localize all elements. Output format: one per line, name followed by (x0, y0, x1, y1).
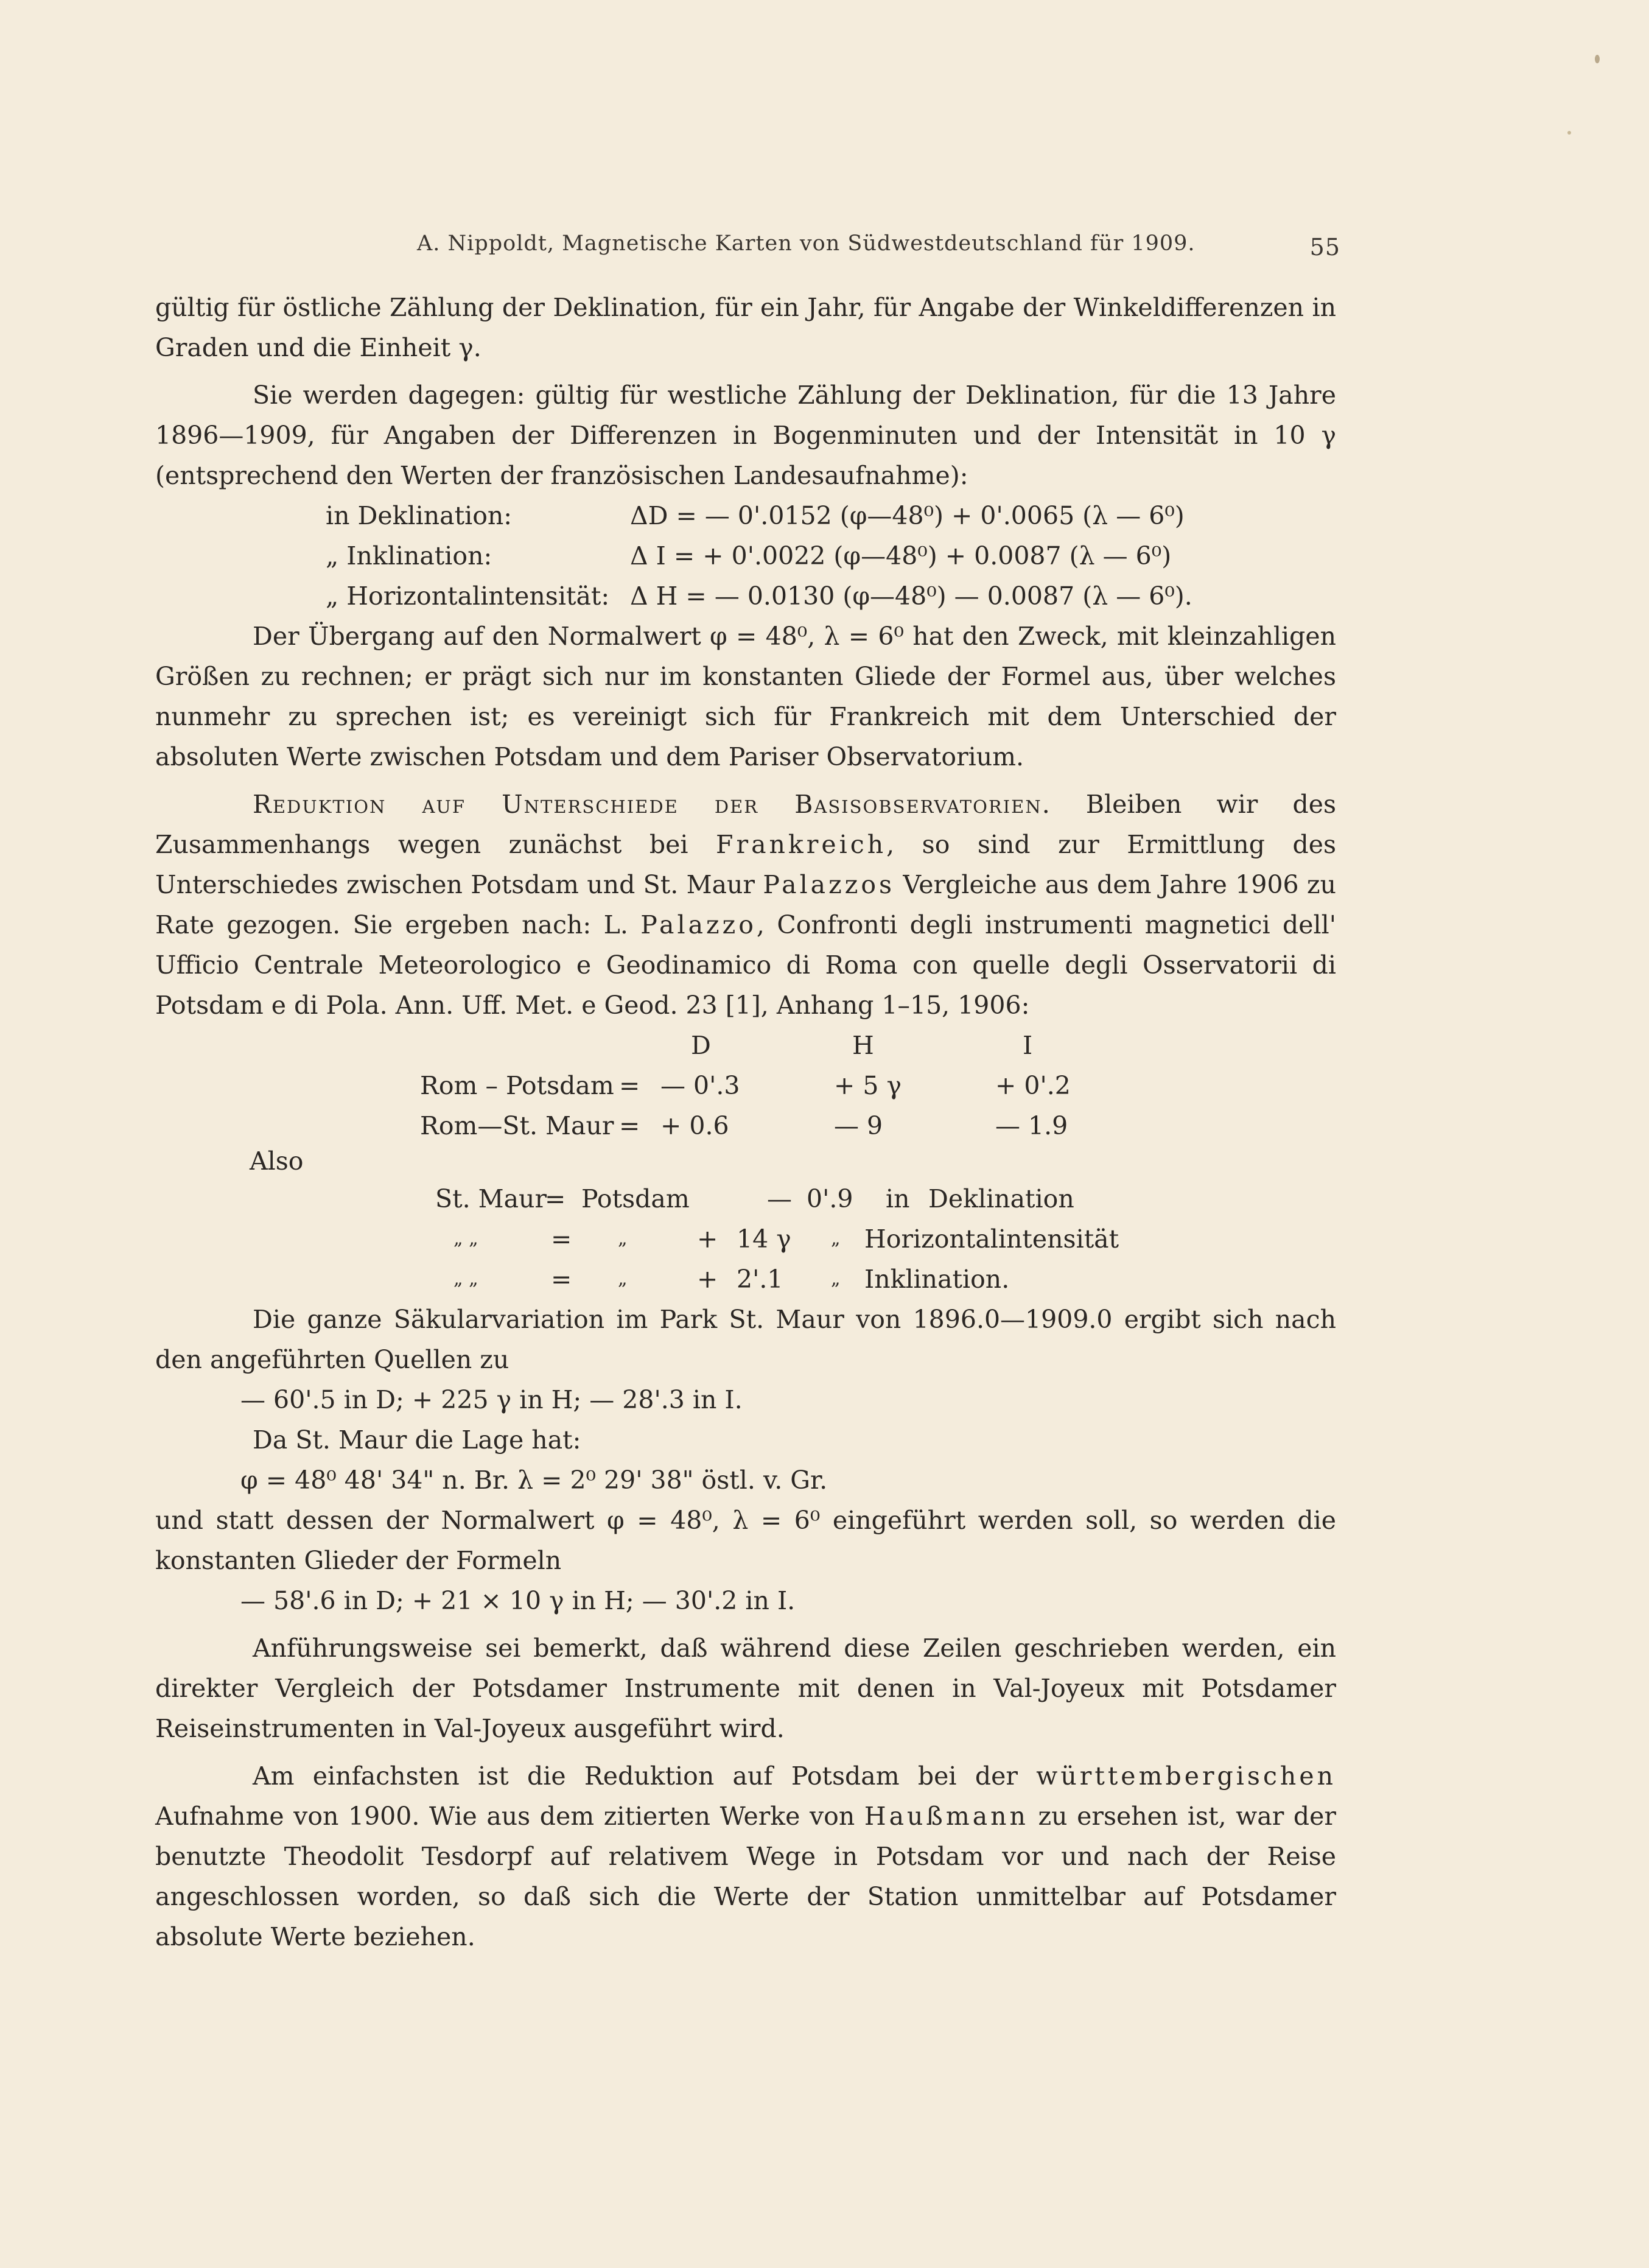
result-value: 0'.9 (807, 1184, 853, 1213)
paragraph-9 (155, 1756, 1336, 1957)
comparison-table (155, 1025, 1336, 1299)
column-header-d: D (691, 1031, 711, 1060)
formula-block (155, 496, 1336, 616)
paragraph-8: Anführungsweise sei bemerkt, daß während diese Zeilen geschrieben werden, ein direkter Vergleich der Potsdamer Instrumente mit denen in Val-Joyeux mit Potsdamer Reiseinstrumenten in Val-Joyeux ausgeführt wird. (155, 1634, 1336, 1743)
result-sign: + (697, 1224, 718, 1254)
value-h: — 9 (834, 1111, 883, 1140)
column-header-i: I (1023, 1031, 1033, 1060)
value-d: + 0.6 (660, 1111, 729, 1140)
result-in: in (886, 1184, 910, 1213)
comparison-row (155, 1106, 1336, 1146)
row-label: Rom—St. Maur (420, 1111, 614, 1140)
value-h: + 5 γ (834, 1071, 902, 1100)
comparison-header-row (155, 1025, 1336, 1066)
result-b: „ (618, 1228, 628, 1249)
paragraph-4 (155, 784, 1336, 1025)
formula-secular-variation: — 60'.5 in D; + 225 γ in H; — 28'.3 in I. (240, 1385, 743, 1414)
result-row (155, 1179, 1336, 1219)
paragraph-6: Da St. Maur die Lage hat: (253, 1425, 581, 1455)
emphasis-text: Frankreich (716, 830, 887, 859)
formula-constants: — 58'.6 in D; + 21 × 10 γ in H; — 30'.2 in I. (240, 1586, 796, 1615)
emphasis-text: Palazzos (763, 870, 895, 899)
formula-expr: Δ I = + 0'.0022 (φ—48⁰) + 0.0087 (λ — 6⁰) (630, 541, 1172, 571)
comparison-row (155, 1066, 1336, 1106)
paragraph-text: , so sind zur Ermittlung des Unterschiedes zwischen Potsdam und St. Maur (155, 830, 1336, 899)
paragraph-text: zu ersehen ist, war der benutzte Theodolit Tesdorpf auf relativem Wege in Potsdam vor und nach der Reise angeschlossen worden, so daß sich die Werte der Station unmittelbar auf Potsdamer absolute Werte beziehen. (155, 1802, 1336, 1951)
result-value: 2'.1 (737, 1265, 783, 1294)
result-in: „ (831, 1228, 841, 1249)
formula-location: φ = 48⁰ 48' 34" n. Br. λ = 2⁰ 29' 38" östl. v. Gr. (240, 1466, 828, 1495)
paragraph-7: und statt dessen der Normalwert φ = 48⁰, λ = 6⁰ eingeführt werden soll, so werden die konstanten Glieder der Formeln (155, 1506, 1336, 1575)
formula-row-inklination (155, 536, 1336, 576)
row-equals: = (619, 1111, 640, 1140)
row-equals: = (619, 1071, 640, 1100)
result-a: „ „ (453, 1228, 478, 1249)
paragraph-2: Sie werden dagegen: gültig für westliche Zählung der Deklination, für die 13 Jahre 1896—1909, für Angaben der Differenzen in Bogenminuten und der Intensität in 10 γ (entsprechend den Werten der französischen Landesaufnahme): (155, 381, 1336, 490)
paper-speck (1567, 131, 1571, 135)
paragraph-5: Die ganze Säkularvariation im Park St. Maur von 1896.0—1909.0 ergibt sich nach den angeführten Quellen zu (155, 1305, 1336, 1374)
result-eq: = (551, 1265, 572, 1294)
paragraph-text: Aufnahme von 1900. Wie aus dem zitierten Werke von (155, 1802, 864, 1831)
result-what: Deklination (928, 1184, 1074, 1213)
result-what: Inklination. (864, 1265, 1010, 1294)
paragraph-3: Der Übergang auf den Normalwert φ = 48⁰, λ = 6⁰ hat den Zweck, mit kleinzahligen Größen zu rechnen; er prägt sich nur im konstanten Gliede der Formel aus, über welches nunmehr zu sprechen ist; es vereinigt sich für Frankreich mit dem Unterschied der absoluten Werte zwischen Potsdam und dem Pariser Observatorium. (155, 622, 1336, 771)
result-row (155, 1259, 1336, 1299)
emphasis-text: Haußmann (864, 1802, 1029, 1831)
result-what: Horizontalintensität (864, 1224, 1119, 1254)
value-d: — 0'.3 (660, 1071, 740, 1100)
result-in: „ (831, 1268, 841, 1290)
formula-label: „ Inklination: (326, 541, 492, 571)
header-title: A. Nippoldt, Magnetische Karten von Südwestdeutschland für 1909. (417, 231, 1196, 256)
result-sign: — (767, 1184, 792, 1213)
paragraph-text: , Confronti degli instrumenti magnetici dell' Ufficio Centrale Meteorologico e Geodinamico di Roma con quelle degli Osservatorii di Potsdam e di Pola. Ann. Uff. Met. e Geod. 23 [1], Anhang 1–15, 1906: (155, 910, 1336, 1020)
formula-label: „ Horizontalintensität: (326, 581, 610, 611)
paper-speck (1595, 55, 1600, 63)
formula-row-deklination (155, 496, 1336, 536)
value-i: + 0'.2 (995, 1071, 1071, 1100)
page-number: 55 (1309, 234, 1340, 261)
result-a: „ „ (453, 1268, 478, 1290)
formula-row-horizontal (155, 576, 1336, 616)
column-header-h: H (852, 1031, 874, 1060)
paragraph-text: Bleiben wir des Zusammenhangs wegen zunächst bei (155, 790, 1336, 859)
section-heading: Reduktion auf Unterschiede der Basisobservatorien. (253, 790, 1051, 819)
emphasis-text: Palazzo (640, 910, 757, 939)
result-b: Potsdam (581, 1184, 690, 1213)
result-b: „ (618, 1268, 628, 1290)
paragraph-text: Vergleiche aus dem Jahre 1906 zu Rate gezogen. Sie ergeben nach: L. (155, 870, 1336, 939)
result-value: 14 γ (737, 1224, 791, 1254)
formula-expr: ΔD = — 0'.0152 (φ—48⁰) + 0'.0065 (λ — 6⁰) (630, 501, 1185, 530)
formula-label: in Deklination: (326, 501, 513, 530)
formula-expr: Δ H = — 0.0130 (φ—48⁰) — 0.0087 (λ — 6⁰). (630, 581, 1192, 611)
row-label: Rom – Potsdam (420, 1071, 614, 1100)
result-eq: = (545, 1184, 566, 1213)
paragraph-text: Am einfachsten ist die Reduktion auf Potsdam bei der (253, 1761, 1037, 1791)
also-label: Also (250, 1146, 304, 1176)
result-eq: = (551, 1224, 572, 1254)
result-sign: + (697, 1265, 718, 1294)
paragraph-1: gültig für östliche Zählung der Deklination, für ein Jahr, für Angabe der Winkeldifferenzen in Graden und die Einheit γ. (155, 293, 1336, 362)
page-body (155, 287, 1336, 1957)
result-row (155, 1219, 1336, 1259)
emphasis-text: württembergischen (1036, 1761, 1336, 1791)
value-i: — 1.9 (995, 1111, 1068, 1140)
result-a: St. Maur (435, 1184, 547, 1213)
